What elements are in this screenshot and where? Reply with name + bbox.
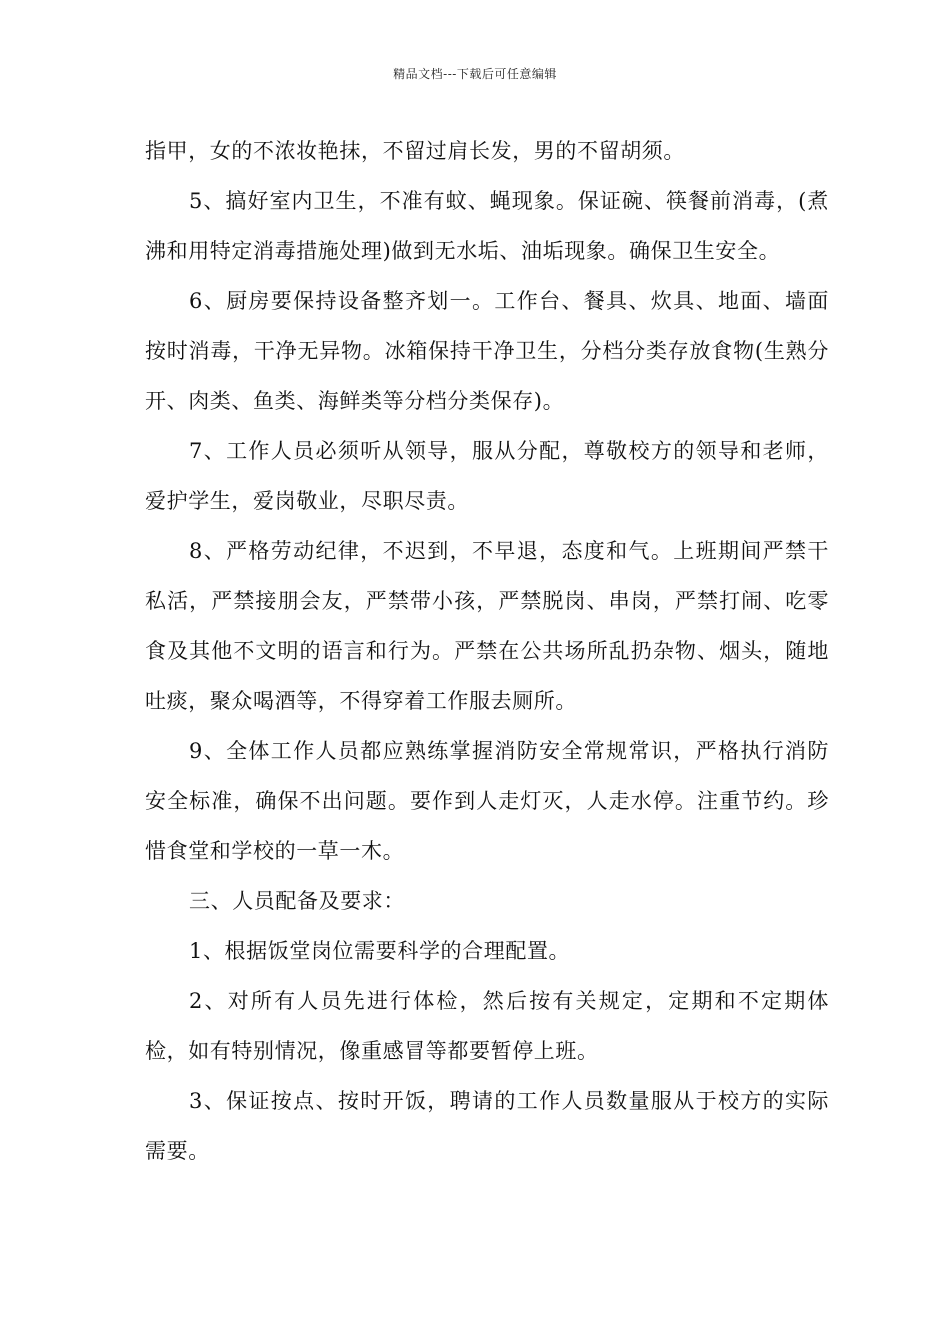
paragraph-item-6: 6、厨房要保持设备整齐划一。工作台、餐具、炊具、地面、墙面按时消毒，干净无异物。冰箱保持干净卫生，分档分类存放食物(生熟分开、肉类、鱼类、海鲜类等分档分类保存)。 (145, 289, 829, 413)
paragraph-staffing-3: 3、保证按点、按时开饭，聘请的工作人员数量服从于校方的实际需要。 (145, 1089, 829, 1163)
paragraph-staffing-2: 2、对所有人员先进行体检，然后按有关规定，定期和不定期体检，如有特别情况，像重感冒等都要暂停上班。 (145, 989, 829, 1063)
page-header: 精品文档---下载后可任意编辑 (393, 67, 557, 81)
paragraph-item-5: 5、搞好室内卫生，不准有蚊、蝇现象。保证碗、筷餐前消毒，(煮沸和用特定消毒措施处理)做到无水垢、油垢现象。确保卫生安全。 (145, 189, 829, 263)
paragraph-staffing-1: 1、根据饭堂岗位需要科学的合理配置。 (189, 939, 571, 963)
paragraph-item-9: 9、全体工作人员都应熟练掌握消防安全常规常识，严格执行消防安全标准，确保不出问题。要作到人走灯灭，人走水停。注重节约。珍惜食堂和学校的一草一木。 (145, 739, 829, 863)
paragraph-item-7: 7、工作人员必须听从领导，服从分配，尊敬校方的领导和老师，爱护学生，爱岗敬业，尽职尽责。 (145, 439, 829, 513)
document-body (145, 126, 829, 1176)
paragraph-continuation: 指甲，女的不浓妆艳抹，不留过肩长发，男的不留胡须。 (145, 139, 685, 163)
section-heading-staffing: 三、人员配备及要求： (189, 889, 405, 913)
paragraph-item-8: 8、严格劳动纪律，不迟到，不早退，态度和气。上班期间严禁干私活，严禁接朋会友，严禁带小孩，严禁脱岗、串岗，严禁打闹、吃零食及其他不文明的语言和行为。严禁在公共场所乱扔杂物、烟头，随地吐痰，聚众喝酒等，不得穿着工作服去厕所。 (145, 539, 829, 713)
